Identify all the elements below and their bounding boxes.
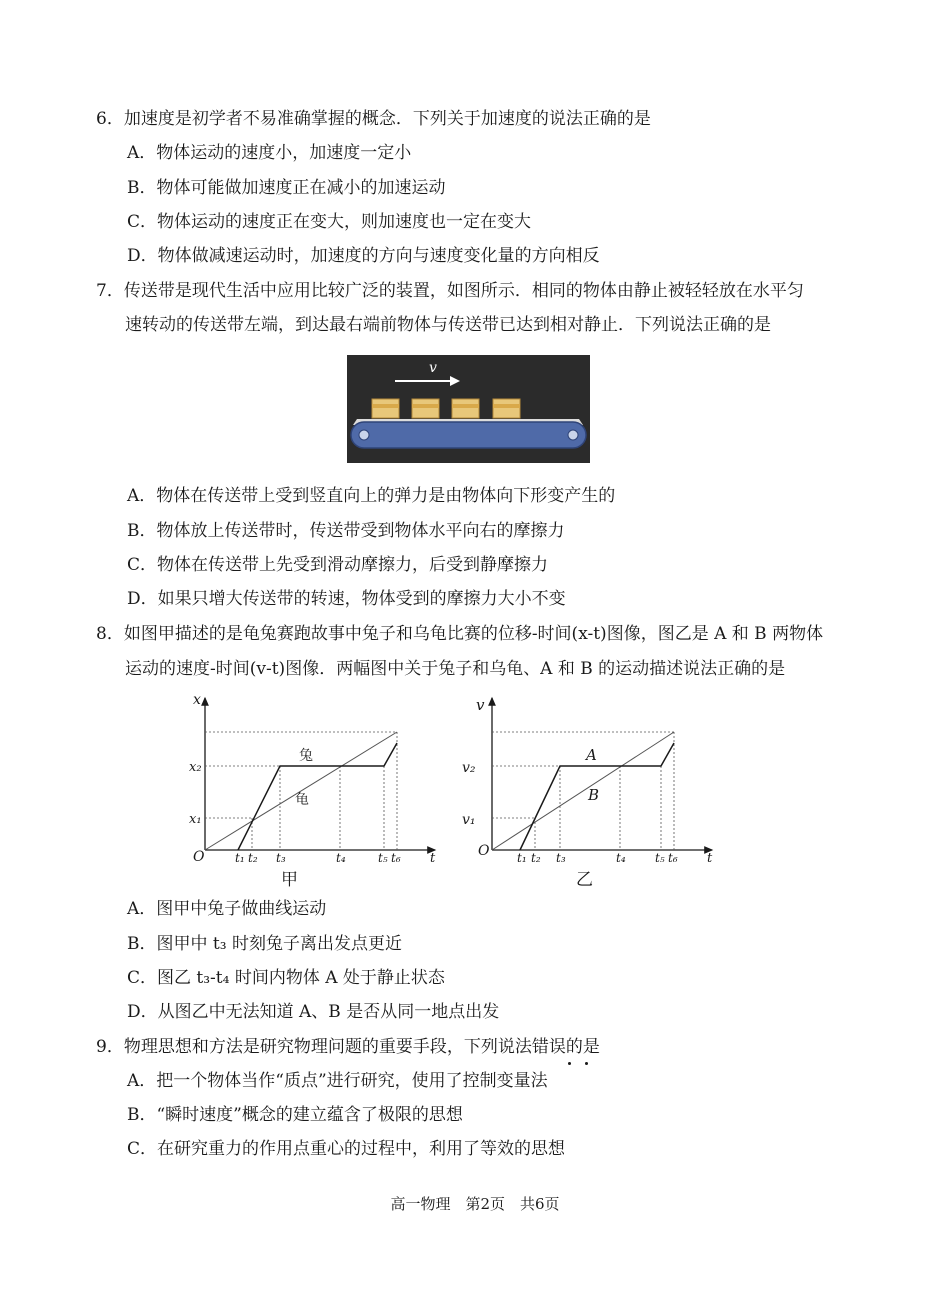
question-8-option-b: B．图甲中 t₃ 时刻兔子离出发点更近 bbox=[127, 934, 402, 954]
object-b-line bbox=[492, 732, 674, 850]
turtle-label: 龟 bbox=[295, 792, 309, 808]
object-b-label: B bbox=[588, 786, 600, 804]
box-1 bbox=[372, 399, 399, 418]
y-axis-label: v bbox=[476, 696, 485, 714]
question-8-option-d: D．从图乙中无法知道 A、B 是否从同一地点出发 bbox=[127, 1002, 500, 1022]
object-a-label: A bbox=[586, 746, 597, 764]
belt-body bbox=[351, 422, 586, 448]
box-2 bbox=[412, 399, 439, 418]
question-9-option-a: A．把一个物体当作“质点”进行研究，使用了控制变量法 bbox=[127, 1071, 548, 1091]
question-8-stem: 8．如图甲描述的是龟兔赛跑故事中兔子和乌龟比赛的位移-时间(x-t)图像，图乙是 A 和 B 两物体 bbox=[96, 624, 824, 644]
rabbit-label: 兔 bbox=[299, 748, 313, 764]
question-7-option-b: B．物体放上传送带时，传送带受到物体水平向右的摩擦力 bbox=[127, 521, 565, 541]
graph-yi-caption: 乙 bbox=[576, 870, 593, 890]
velocity-arrow-head bbox=[450, 376, 460, 386]
question-8-option-a: A．图甲中兔子做曲线运动 bbox=[127, 899, 327, 919]
graph-jia bbox=[185, 690, 450, 870]
question-6-stem: 6．加速度是初学者不易准确掌握的概念．下列关于加速度的说法正确的是 bbox=[96, 109, 651, 129]
question-7-stem-continued: 速转动的传送带左端，到达最右端前物体与传送带已达到相对静止．下列说法正确的是 bbox=[125, 315, 771, 335]
question-8-option-c: C．图乙 t₃-t₄ 时间内物体 A 处于静止状态 bbox=[127, 968, 445, 988]
x-tick-t3: t₃ bbox=[276, 851, 286, 865]
question-9-option-c: C．在研究重力的作用点重心的过程中，利用了等效的思想 bbox=[127, 1139, 566, 1159]
question-8-stem-continued: 运动的速度-时间(v-t)图像．两幅图中关于兔子和乌龟、A 和 B 的运动描述说法正确的是 bbox=[125, 659, 786, 679]
y-tick-v2: v₂ bbox=[462, 760, 476, 776]
x-tick-t4: t₄ bbox=[616, 851, 626, 865]
rabbit-line bbox=[238, 743, 397, 850]
x-tick-t3: t₃ bbox=[556, 851, 566, 865]
box-4 bbox=[493, 399, 520, 418]
x-tick-t6: t₆ bbox=[391, 851, 401, 865]
graph-yi bbox=[462, 690, 727, 870]
y-tick-v1: v₁ bbox=[462, 812, 476, 828]
question-6-option-b: B．物体可能做加速度正在减小的加速运动 bbox=[127, 178, 446, 198]
question-9-option-b: B．“瞬时速度”概念的建立蕴含了极限的思想 bbox=[127, 1105, 463, 1125]
conveyor-belt-figure bbox=[347, 355, 590, 463]
x-tick-t5: t₅ bbox=[655, 851, 665, 865]
x-tick-t1: t₁ bbox=[235, 851, 245, 865]
right-roller bbox=[568, 430, 578, 440]
origin-label: O bbox=[478, 843, 490, 859]
box-3 bbox=[452, 399, 479, 418]
x-tick-t5: t₅ bbox=[378, 851, 388, 865]
y-axis-label: x bbox=[193, 692, 201, 708]
question-7-option-a: A．物体在传送带上受到竖直向上的弹力是由物体向下形变产生的 bbox=[127, 486, 616, 506]
question-6-option-a: A．物体运动的速度小，加速度一定小 bbox=[127, 143, 412, 163]
question-6-option-c: C．物体运动的速度正在变大，则加速度也一定在变大 bbox=[127, 212, 532, 232]
question-7-option-d: D．如果只增大传送带的转速，物体受到的摩擦力大小不变 bbox=[127, 589, 566, 609]
graph-jia-caption: 甲 bbox=[281, 870, 298, 890]
question-7-option-c: C．物体在传送带上先受到滑动摩擦力，后受到静摩擦力 bbox=[127, 555, 549, 575]
emphasis-dot bbox=[568, 1062, 571, 1065]
y-tick-x2: x₂ bbox=[189, 760, 202, 775]
x-axis-label: t bbox=[707, 851, 713, 866]
x-tick-t4: t₄ bbox=[336, 851, 346, 865]
question-7-stem: 7．传送带是现代生活中应用比较广泛的装置，如图所示．相同的物体由静止被轻轻放在水平匀 bbox=[96, 281, 804, 301]
x-tick-t1: t₁ bbox=[517, 851, 527, 865]
x-tick-t2: t₂ bbox=[248, 851, 258, 865]
velocity-label: v bbox=[429, 360, 437, 376]
x-axis-label: t bbox=[430, 851, 436, 866]
question-9-stem: 9．物理思想和方法是研究物理问题的重要手段，下列说法错误的是 bbox=[96, 1037, 600, 1057]
left-roller bbox=[359, 430, 369, 440]
emphasis-dot bbox=[585, 1062, 588, 1065]
x-tick-t6: t₆ bbox=[668, 851, 678, 865]
origin-label: O bbox=[193, 849, 205, 865]
page-footer: 高一物理 第2页 共6页 bbox=[390, 1195, 560, 1213]
y-tick-x1: x₁ bbox=[189, 812, 202, 827]
x-tick-t2: t₂ bbox=[531, 851, 541, 865]
question-6-option-d: D．物体做减速运动时，加速度的方向与速度变化量的方向相反 bbox=[127, 246, 600, 266]
